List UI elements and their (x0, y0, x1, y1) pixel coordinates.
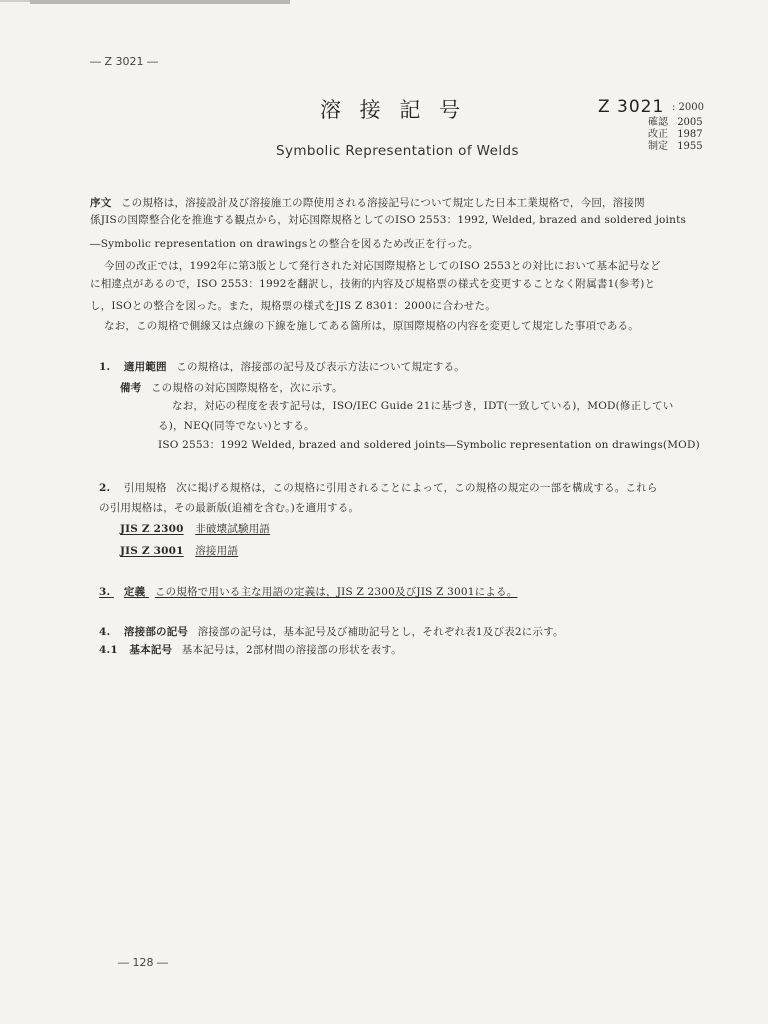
reference-code: JIS Z 3001 (120, 545, 184, 557)
note-line: ISO 2553：1992 Welded, brazed and soldered joints―Symbolic representation on drawings(MOD) (158, 439, 700, 451)
preface-line: なお，この規格で側線又は点線の下線を施してある箇所は，原国際規格の内容を変更して規定した事項である。 (104, 320, 639, 332)
preface-line: 今回の改正では，1992年に第3版として発行された対応国際規格としてのISO 2553との対比において基本記号など (104, 260, 661, 272)
title-ja: 溶 接 記 号 (320, 98, 467, 122)
history-established (648, 141, 703, 153)
reference-title: 溶接用語 (195, 545, 239, 557)
preface-line: に相違点があるので，ISO 2553：1992を翻訳し，技術的内容及び規格票の様式を変更することなく附属書1(参考)と (90, 278, 656, 290)
standard-year: : 2000 (672, 102, 704, 113)
section-title: 定義 (123, 586, 146, 598)
note-line (120, 380, 343, 396)
reference-item (120, 521, 270, 537)
note-line: なお，対応の程度を表す記号は，ISO/IEC Guide 21に基づき，IDT(一致している)，MOD(修正してい (172, 400, 674, 412)
note-line: る)，NEQ(同等でない)とする。 (158, 420, 315, 432)
section-2-line: の引用規格は，その最新版(追補を含む。)を適用する。 (99, 502, 360, 514)
section-title: 引用規格 (123, 482, 167, 494)
section-number: 2. (99, 482, 111, 494)
page-number: ― 128 ― (118, 956, 168, 969)
section-number: 3. (99, 586, 111, 598)
reference-title: 非破壊試験用語 (195, 523, 271, 535)
section-4-heading (99, 624, 564, 640)
subsection-number: 4.1 (99, 644, 118, 656)
preface-line: 係JISの国際整合化を推進する観点から，対応国際規格としてのISO 2553：1992, Welded, brazed and soldered joints (90, 214, 687, 226)
history-year: 1987 (677, 129, 703, 140)
section-text: この規格で用いる主な用語の定義は，JIS Z 2300及びJIS Z 3001による。 (154, 586, 518, 598)
preface-line: ―Symbolic representation on drawingsとの整合を図るため改正を行った。 (90, 238, 479, 250)
preface-line: し，ISOとの整合を図った。また，規格票の様式をJIS Z 8301：2000に合わせた。 (90, 300, 496, 312)
reference-item (120, 543, 238, 559)
note-text: この規格の対応国際規格を，次に示す。 (150, 382, 343, 394)
preface-text: この規格は，溶接設計及び溶接施工の際使用される溶接記号について規定した日本工業規格で，今回，溶接関 (120, 197, 645, 209)
subsection-text: 基本記号は，2部材間の溶接部の形状を表す。 (181, 644, 402, 656)
section-text: この規格は，溶接部の記号及び表示方法について規定する。 (176, 361, 465, 373)
section-number: 1. (99, 361, 111, 373)
section-title: 溶接部の記号 (123, 626, 189, 638)
subsection-4-1-heading (99, 642, 402, 658)
history-year: 2005 (677, 117, 703, 128)
history-year: 1955 (677, 141, 703, 152)
section-1-heading (99, 359, 465, 375)
section-3-heading (99, 584, 517, 600)
history-confirmed (648, 117, 703, 129)
note-label: 備考 (120, 382, 142, 394)
subsection-title: 基本記号 (129, 644, 173, 656)
section-number: 4. (99, 626, 111, 638)
section-2-heading (99, 480, 658, 496)
section-text: 溶接部の記号は，基本記号及び補助記号とし，それぞれ表1及び表2に示す。 (197, 626, 564, 638)
scan-edge-mark (0, 0, 30, 2)
preface-label: 序文 (90, 197, 112, 209)
running-head: ― Z 3021 ― (90, 55, 159, 68)
scan-edge-mark (30, 0, 290, 4)
history-label: 確認 (648, 117, 668, 128)
standard-number: Z 3021 (598, 97, 665, 117)
history-revised (648, 129, 703, 141)
history-label: 制定 (648, 141, 668, 152)
preface-line (90, 195, 645, 211)
history-label: 改正 (648, 129, 668, 140)
title-en: Symbolic Representation of Welds (276, 143, 519, 159)
section-title: 適用範囲 (123, 361, 167, 373)
reference-code: JIS Z 2300 (120, 523, 184, 535)
section-text: 次に掲げる規格は，この規格に引用されることによって，この規格の規定の一部を構成する。これら (176, 482, 658, 494)
